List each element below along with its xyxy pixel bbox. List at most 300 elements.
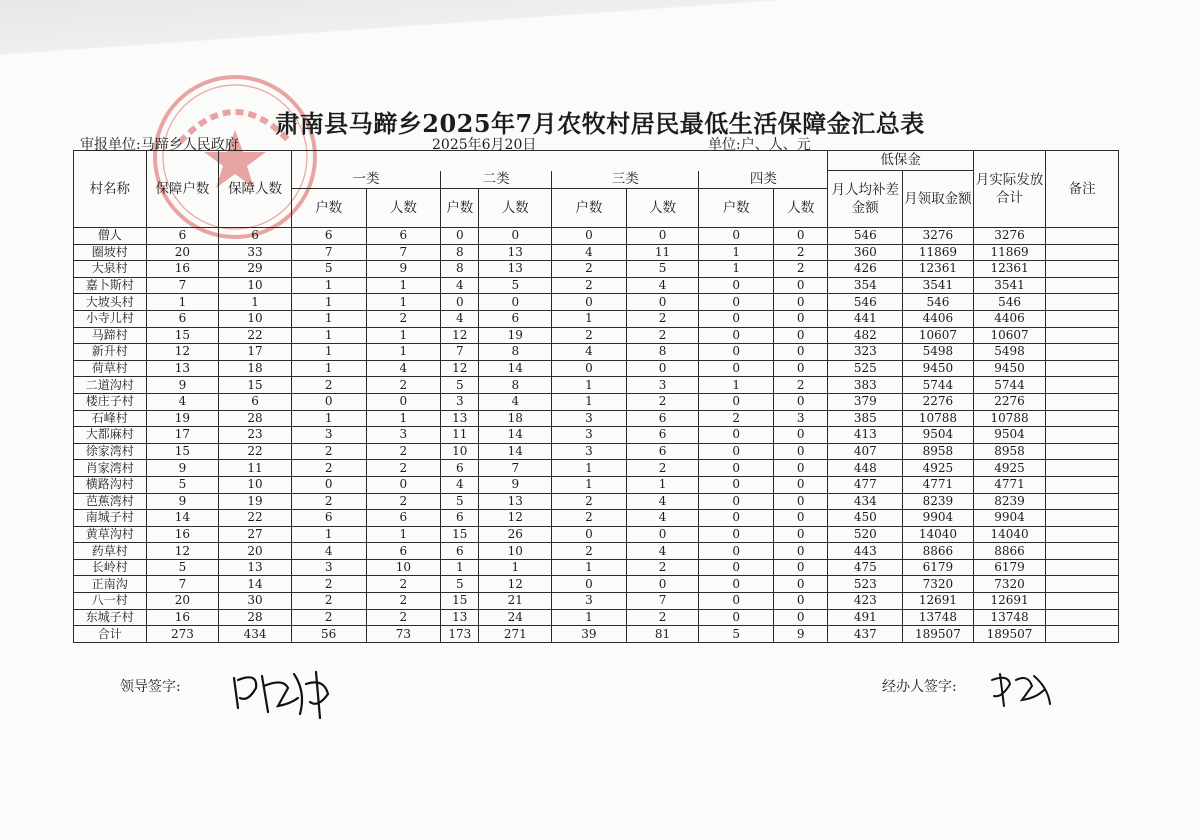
cell-class4-ren: 0 bbox=[774, 593, 828, 610]
header-class2-ren: 人数 bbox=[479, 189, 552, 228]
cell-village: 荷草村 bbox=[74, 360, 147, 377]
cell-persons: 18 bbox=[219, 360, 292, 377]
cell-households: 14 bbox=[146, 510, 219, 527]
cell-village: 肖家湾村 bbox=[74, 460, 147, 477]
cell-village: 长岭村 bbox=[74, 559, 147, 576]
cell-actual-total: 10607 bbox=[973, 327, 1046, 344]
cell-note bbox=[1046, 244, 1119, 261]
cell-class4-hu: 1 bbox=[699, 261, 774, 278]
cell-month-amount: 5744 bbox=[903, 377, 974, 394]
cell-month-amount: 189507 bbox=[903, 626, 974, 643]
handler-signature-handwriting bbox=[988, 670, 1058, 710]
cell-class2-ren: 18 bbox=[479, 410, 552, 427]
cell-class4-ren: 0 bbox=[774, 360, 828, 377]
cell-actual-total: 12361 bbox=[973, 261, 1046, 278]
cell-class2-hu: 0 bbox=[441, 228, 479, 245]
table-row bbox=[74, 593, 1119, 610]
cell-avg-subsidy: 426 bbox=[828, 261, 903, 278]
cell-class4-ren: 0 bbox=[774, 393, 828, 410]
cell-note bbox=[1046, 526, 1119, 543]
cell-persons: 6 bbox=[219, 228, 292, 245]
cell-actual-total: 3276 bbox=[973, 228, 1046, 245]
cell-class3-ren: 8 bbox=[626, 344, 699, 361]
cell-class2-ren: 6 bbox=[479, 310, 552, 327]
report-date: 2025年6月20日 bbox=[432, 137, 537, 153]
cell-persons: 28 bbox=[219, 410, 292, 427]
cell-actual-total: 10788 bbox=[973, 410, 1046, 427]
cell-class1-ren: 2 bbox=[366, 576, 441, 593]
cell-class4-ren: 0 bbox=[774, 493, 828, 510]
cell-households: 9 bbox=[146, 493, 219, 510]
cell-class3-ren: 2 bbox=[626, 559, 699, 576]
cell-class2-ren: 0 bbox=[479, 228, 552, 245]
header-blank-span bbox=[291, 151, 828, 171]
cell-class1-hu: 1 bbox=[291, 526, 366, 543]
cell-class1-hu: 0 bbox=[291, 393, 366, 410]
cell-village: 二道沟村 bbox=[74, 377, 147, 394]
cell-note bbox=[1046, 377, 1119, 394]
cell-avg-subsidy: 450 bbox=[828, 510, 903, 527]
cell-class4-ren: 0 bbox=[774, 277, 828, 294]
cell-class2-hu: 3 bbox=[441, 393, 479, 410]
cell-class3-hu: 0 bbox=[552, 360, 627, 377]
cell-class1-ren: 0 bbox=[366, 393, 441, 410]
cell-class3-hu: 3 bbox=[552, 593, 627, 610]
reporting-unit-value: 马蹄乡人民政府 bbox=[140, 137, 239, 153]
cell-class4-hu: 0 bbox=[699, 526, 774, 543]
cell-class2-ren: 12 bbox=[479, 576, 552, 593]
cell-class2-ren: 14 bbox=[479, 427, 552, 444]
cell-class2-hu: 15 bbox=[441, 593, 479, 610]
cell-class3-hu: 2 bbox=[552, 510, 627, 527]
cell-class2-hu: 4 bbox=[441, 310, 479, 327]
table-row bbox=[74, 460, 1119, 477]
cell-note bbox=[1046, 261, 1119, 278]
reporting-unit-label: 审报单位: bbox=[80, 137, 141, 153]
cell-note bbox=[1046, 344, 1119, 361]
cell-class2-hu: 6 bbox=[441, 543, 479, 560]
cell-households: 9 bbox=[146, 377, 219, 394]
cell-month-amount: 12691 bbox=[903, 593, 974, 610]
cell-persons: 10 bbox=[219, 476, 292, 493]
cell-class3-hu: 39 bbox=[552, 626, 627, 643]
cell-class2-ren: 13 bbox=[479, 244, 552, 261]
header-class3-hu: 户数 bbox=[552, 189, 627, 228]
cell-month-amount: 4925 bbox=[903, 460, 974, 477]
cell-class2-ren: 8 bbox=[479, 377, 552, 394]
cell-class2-ren: 19 bbox=[479, 327, 552, 344]
cell-persons: 1 bbox=[219, 294, 292, 311]
cell-note bbox=[1046, 443, 1119, 460]
cell-class4-hu: 1 bbox=[699, 377, 774, 394]
cell-persons: 33 bbox=[219, 244, 292, 261]
cell-month-amount: 546 bbox=[903, 294, 974, 311]
cell-class4-hu: 0 bbox=[699, 327, 774, 344]
header-class-4: 四类 bbox=[699, 171, 828, 189]
cell-note bbox=[1046, 543, 1119, 560]
header-month-amount: 月领取金额 bbox=[903, 171, 974, 228]
cell-class4-ren: 0 bbox=[774, 576, 828, 593]
report-title: 肃南县马蹄乡2025年7月农牧村居民最低生活保障金汇总表 bbox=[275, 109, 925, 138]
cell-class2-ren: 13 bbox=[479, 261, 552, 278]
cell-class3-hu: 1 bbox=[552, 460, 627, 477]
cell-class3-ren: 6 bbox=[626, 427, 699, 444]
table-row bbox=[74, 493, 1119, 510]
table-row bbox=[74, 277, 1119, 294]
cell-class3-hu: 1 bbox=[552, 476, 627, 493]
cell-class4-ren: 0 bbox=[774, 476, 828, 493]
cell-class4-ren: 0 bbox=[774, 543, 828, 560]
cell-class4-hu: 0 bbox=[699, 443, 774, 460]
cell-village: 横路沟村 bbox=[74, 476, 147, 493]
cell-class1-hu: 2 bbox=[291, 576, 366, 593]
cell-class3-ren: 6 bbox=[626, 443, 699, 460]
cell-class1-hu: 6 bbox=[291, 510, 366, 527]
cell-households: 9 bbox=[146, 460, 219, 477]
cell-class4-ren: 0 bbox=[774, 460, 828, 477]
cell-class3-hu: 0 bbox=[552, 576, 627, 593]
cell-actual-total: 9504 bbox=[973, 427, 1046, 444]
cell-month-amount: 9504 bbox=[903, 427, 974, 444]
cell-actual-total: 5744 bbox=[973, 377, 1046, 394]
cell-actual-total: 8958 bbox=[973, 443, 1046, 460]
cell-note bbox=[1046, 476, 1119, 493]
cell-class2-ren: 1 bbox=[479, 559, 552, 576]
cell-class2-ren: 12 bbox=[479, 510, 552, 527]
cell-avg-subsidy: 491 bbox=[828, 609, 903, 626]
cell-avg-subsidy: 477 bbox=[828, 476, 903, 493]
cell-class1-hu: 5 bbox=[291, 261, 366, 278]
cell-households: 6 bbox=[146, 310, 219, 327]
cell-class3-hu: 2 bbox=[552, 277, 627, 294]
cell-month-amount: 13748 bbox=[903, 609, 974, 626]
cell-class3-ren: 0 bbox=[626, 526, 699, 543]
cell-village: 嘉卜斯村 bbox=[74, 277, 147, 294]
cell-note bbox=[1046, 510, 1119, 527]
cell-class3-hu: 1 bbox=[552, 310, 627, 327]
table-row bbox=[74, 261, 1119, 278]
table-row bbox=[74, 526, 1119, 543]
cell-class4-ren: 0 bbox=[774, 294, 828, 311]
cell-village: 黄草沟村 bbox=[74, 526, 147, 543]
cell-avg-subsidy: 546 bbox=[828, 294, 903, 311]
cell-class2-ren: 7 bbox=[479, 460, 552, 477]
cell-class3-ren: 4 bbox=[626, 277, 699, 294]
header-persons: 保障人数 bbox=[219, 151, 292, 228]
paper-fold-shadow bbox=[0, 0, 1200, 70]
cell-class3-ren: 4 bbox=[626, 510, 699, 527]
cell-avg-subsidy: 448 bbox=[828, 460, 903, 477]
header-class2-hu: 户数 bbox=[441, 189, 479, 228]
cell-actual-total: 4771 bbox=[973, 476, 1046, 493]
cell-village: 马蹄村 bbox=[74, 327, 147, 344]
cell-class1-hu: 2 bbox=[291, 443, 366, 460]
cell-class3-ren: 0 bbox=[626, 576, 699, 593]
table-body bbox=[74, 228, 1119, 643]
cell-class3-ren: 11 bbox=[626, 244, 699, 261]
cell-actual-total: 9450 bbox=[973, 360, 1046, 377]
cell-persons: 10 bbox=[219, 277, 292, 294]
cell-class4-ren: 2 bbox=[774, 261, 828, 278]
cell-class4-hu: 1 bbox=[699, 244, 774, 261]
cell-month-amount: 6179 bbox=[903, 559, 974, 576]
cell-class3-hu: 3 bbox=[552, 443, 627, 460]
cell-village: 药草村 bbox=[74, 543, 147, 560]
cell-class2-hu: 4 bbox=[441, 476, 479, 493]
cell-class1-ren: 2 bbox=[366, 593, 441, 610]
cell-class3-hu: 4 bbox=[552, 344, 627, 361]
cell-class1-hu: 1 bbox=[291, 310, 366, 327]
cell-class3-ren: 4 bbox=[626, 493, 699, 510]
cell-note bbox=[1046, 626, 1119, 643]
cell-class2-ren: 10 bbox=[479, 543, 552, 560]
cell-actual-total: 2276 bbox=[973, 393, 1046, 410]
cell-note bbox=[1046, 609, 1119, 626]
cell-persons: 19 bbox=[219, 493, 292, 510]
cell-month-amount: 8866 bbox=[903, 543, 974, 560]
cell-class4-hu: 0 bbox=[699, 593, 774, 610]
cell-class1-ren: 9 bbox=[366, 261, 441, 278]
cell-class4-hu: 2 bbox=[699, 410, 774, 427]
cell-class4-hu: 0 bbox=[699, 493, 774, 510]
cell-class2-ren: 8 bbox=[479, 344, 552, 361]
cell-avg-subsidy: 441 bbox=[828, 310, 903, 327]
cell-class1-ren: 2 bbox=[366, 310, 441, 327]
cell-class1-hu: 2 bbox=[291, 377, 366, 394]
cell-class1-ren: 2 bbox=[366, 609, 441, 626]
table-row bbox=[74, 244, 1119, 261]
cell-class1-hu: 1 bbox=[291, 277, 366, 294]
header-class-1: 一类 bbox=[291, 171, 440, 189]
cell-village: 大都麻村 bbox=[74, 427, 147, 444]
cell-village: 楼庄子村 bbox=[74, 393, 147, 410]
cell-avg-subsidy: 360 bbox=[828, 244, 903, 261]
cell-class1-ren: 2 bbox=[366, 377, 441, 394]
cell-village: 大坡头村 bbox=[74, 294, 147, 311]
cell-class1-ren: 1 bbox=[366, 294, 441, 311]
cell-households: 7 bbox=[146, 277, 219, 294]
cell-households: 12 bbox=[146, 344, 219, 361]
cell-actual-total: 6179 bbox=[973, 559, 1046, 576]
cell-class1-hu: 56 bbox=[291, 626, 366, 643]
cell-class1-hu: 6 bbox=[291, 228, 366, 245]
cell-month-amount: 4771 bbox=[903, 476, 974, 493]
cell-month-amount: 7320 bbox=[903, 576, 974, 593]
cell-class3-ren: 2 bbox=[626, 393, 699, 410]
cell-avg-subsidy: 434 bbox=[828, 493, 903, 510]
cell-class3-hu: 1 bbox=[552, 393, 627, 410]
cell-class4-ren: 0 bbox=[774, 510, 828, 527]
table-row bbox=[74, 344, 1119, 361]
cell-class3-hu: 0 bbox=[552, 294, 627, 311]
cell-class4-ren: 0 bbox=[774, 526, 828, 543]
table-row bbox=[74, 576, 1119, 593]
cell-class4-hu: 0 bbox=[699, 294, 774, 311]
cell-class4-hu: 0 bbox=[699, 228, 774, 245]
cell-note bbox=[1046, 427, 1119, 444]
cell-class1-hu: 1 bbox=[291, 360, 366, 377]
cell-class1-hu: 1 bbox=[291, 294, 366, 311]
cell-class3-hu: 1 bbox=[552, 559, 627, 576]
measurement-unit-label: 单位: bbox=[708, 137, 741, 153]
cell-households: 15 bbox=[146, 443, 219, 460]
table-row bbox=[74, 559, 1119, 576]
cell-class2-hu: 13 bbox=[441, 609, 479, 626]
cell-persons: 434 bbox=[219, 626, 292, 643]
cell-class1-ren: 6 bbox=[366, 510, 441, 527]
cell-class2-hu: 12 bbox=[441, 327, 479, 344]
cell-class1-hu: 3 bbox=[291, 427, 366, 444]
header-households: 保障户数 bbox=[146, 151, 219, 228]
cell-persons: 11 bbox=[219, 460, 292, 477]
cell-class3-hu: 1 bbox=[552, 609, 627, 626]
cell-village: 南城子村 bbox=[74, 510, 147, 527]
cell-note bbox=[1046, 493, 1119, 510]
cell-class4-ren: 0 bbox=[774, 228, 828, 245]
cell-class2-hu: 6 bbox=[441, 510, 479, 527]
cell-class2-hu: 4 bbox=[441, 277, 479, 294]
cell-month-amount: 10607 bbox=[903, 327, 974, 344]
cell-note bbox=[1046, 310, 1119, 327]
cell-village: 芭蕉湾村 bbox=[74, 493, 147, 510]
leader-signature-label: 领导签字: bbox=[120, 679, 181, 695]
cell-note bbox=[1046, 593, 1119, 610]
header-actual-total: 月实际发放合计 bbox=[973, 151, 1046, 228]
cell-households: 20 bbox=[146, 244, 219, 261]
cell-actual-total: 9904 bbox=[973, 510, 1046, 527]
cell-class2-hu: 8 bbox=[441, 244, 479, 261]
cell-village: 合计 bbox=[74, 626, 147, 643]
cell-class4-ren: 0 bbox=[774, 310, 828, 327]
cell-class1-hu: 4 bbox=[291, 543, 366, 560]
table-total-row bbox=[74, 626, 1119, 643]
cell-class3-ren: 5 bbox=[626, 261, 699, 278]
cell-class2-hu: 8 bbox=[441, 261, 479, 278]
table-row bbox=[74, 393, 1119, 410]
cell-village: 僧人 bbox=[74, 228, 147, 245]
cell-class4-hu: 0 bbox=[699, 393, 774, 410]
cell-class3-ren: 1 bbox=[626, 476, 699, 493]
cell-class3-ren: 81 bbox=[626, 626, 699, 643]
cell-avg-subsidy: 523 bbox=[828, 576, 903, 593]
cell-class2-hu: 7 bbox=[441, 344, 479, 361]
cell-actual-total: 8239 bbox=[973, 493, 1046, 510]
cell-class3-ren: 0 bbox=[626, 228, 699, 245]
cell-persons: 29 bbox=[219, 261, 292, 278]
cell-month-amount: 9904 bbox=[903, 510, 974, 527]
cell-class2-hu: 1 bbox=[441, 559, 479, 576]
cell-class3-hu: 0 bbox=[552, 228, 627, 245]
cell-class1-ren: 0 bbox=[366, 476, 441, 493]
cell-class2-ren: 24 bbox=[479, 609, 552, 626]
cell-avg-subsidy: 525 bbox=[828, 360, 903, 377]
cell-households: 20 bbox=[146, 593, 219, 610]
cell-class2-ren: 26 bbox=[479, 526, 552, 543]
cell-persons: 28 bbox=[219, 609, 292, 626]
cell-avg-subsidy: 407 bbox=[828, 443, 903, 460]
cell-actual-total: 3541 bbox=[973, 277, 1046, 294]
cell-village: 大泉村 bbox=[74, 261, 147, 278]
cell-month-amount: 3541 bbox=[903, 277, 974, 294]
cell-note bbox=[1046, 228, 1119, 245]
cell-actual-total: 189507 bbox=[973, 626, 1046, 643]
cell-households: 5 bbox=[146, 559, 219, 576]
cell-class1-ren: 3 bbox=[366, 427, 441, 444]
header-class3-ren: 人数 bbox=[626, 189, 699, 228]
handler-signature-label: 经办人签字: bbox=[882, 679, 957, 695]
cell-class4-ren: 0 bbox=[774, 559, 828, 576]
cell-persons: 30 bbox=[219, 593, 292, 610]
cell-class3-ren: 7 bbox=[626, 593, 699, 610]
cell-avg-subsidy: 383 bbox=[828, 377, 903, 394]
cell-class3-ren: 4 bbox=[626, 543, 699, 560]
cell-class4-hu: 0 bbox=[699, 460, 774, 477]
cell-class3-hu: 4 bbox=[552, 244, 627, 261]
cell-persons: 20 bbox=[219, 543, 292, 560]
header-note: 备注 bbox=[1046, 151, 1119, 228]
cell-class4-hu: 0 bbox=[699, 609, 774, 626]
cell-month-amount: 14040 bbox=[903, 526, 974, 543]
cell-class2-ren: 21 bbox=[479, 593, 552, 610]
cell-month-amount: 9450 bbox=[903, 360, 974, 377]
cell-class1-ren: 6 bbox=[366, 543, 441, 560]
cell-class2-hu: 10 bbox=[441, 443, 479, 460]
cell-class1-ren: 2 bbox=[366, 493, 441, 510]
cell-class2-hu: 173 bbox=[441, 626, 479, 643]
cell-persons: 13 bbox=[219, 559, 292, 576]
table-row bbox=[74, 360, 1119, 377]
cell-households: 15 bbox=[146, 327, 219, 344]
table-row bbox=[74, 327, 1119, 344]
cell-class2-ren: 14 bbox=[479, 360, 552, 377]
header-dibao: 低保金 bbox=[828, 151, 973, 171]
header-class4-hu: 户数 bbox=[699, 189, 774, 228]
table-row bbox=[74, 476, 1119, 493]
cell-actual-total: 14040 bbox=[973, 526, 1046, 543]
cell-class1-hu: 2 bbox=[291, 460, 366, 477]
cell-persons: 6 bbox=[219, 393, 292, 410]
cell-actual-total: 4406 bbox=[973, 310, 1046, 327]
cell-class3-ren: 6 bbox=[626, 410, 699, 427]
cell-class1-hu: 2 bbox=[291, 493, 366, 510]
cell-month-amount: 8239 bbox=[903, 493, 974, 510]
header-class-3: 三类 bbox=[552, 171, 699, 189]
cell-class4-hu: 0 bbox=[699, 310, 774, 327]
cell-class3-ren: 2 bbox=[626, 327, 699, 344]
cell-note bbox=[1046, 559, 1119, 576]
cell-class4-ren: 0 bbox=[774, 327, 828, 344]
cell-class4-ren: 2 bbox=[774, 377, 828, 394]
cell-persons: 23 bbox=[219, 427, 292, 444]
cell-households: 6 bbox=[146, 228, 219, 245]
cell-households: 16 bbox=[146, 609, 219, 626]
cell-households: 17 bbox=[146, 427, 219, 444]
header-class1-hu: 户数 bbox=[291, 189, 366, 228]
cell-class1-ren: 2 bbox=[366, 443, 441, 460]
cell-class2-hu: 5 bbox=[441, 493, 479, 510]
cell-class3-ren: 2 bbox=[626, 310, 699, 327]
cell-avg-subsidy: 379 bbox=[828, 393, 903, 410]
cell-class3-hu: 0 bbox=[552, 526, 627, 543]
cell-class3-ren: 0 bbox=[626, 360, 699, 377]
cell-households: 16 bbox=[146, 526, 219, 543]
table-row bbox=[74, 228, 1119, 245]
cell-class3-ren: 2 bbox=[626, 460, 699, 477]
cell-households: 7 bbox=[146, 576, 219, 593]
table-row bbox=[74, 294, 1119, 311]
cell-class1-ren: 7 bbox=[366, 244, 441, 261]
cell-village: 圈坡村 bbox=[74, 244, 147, 261]
